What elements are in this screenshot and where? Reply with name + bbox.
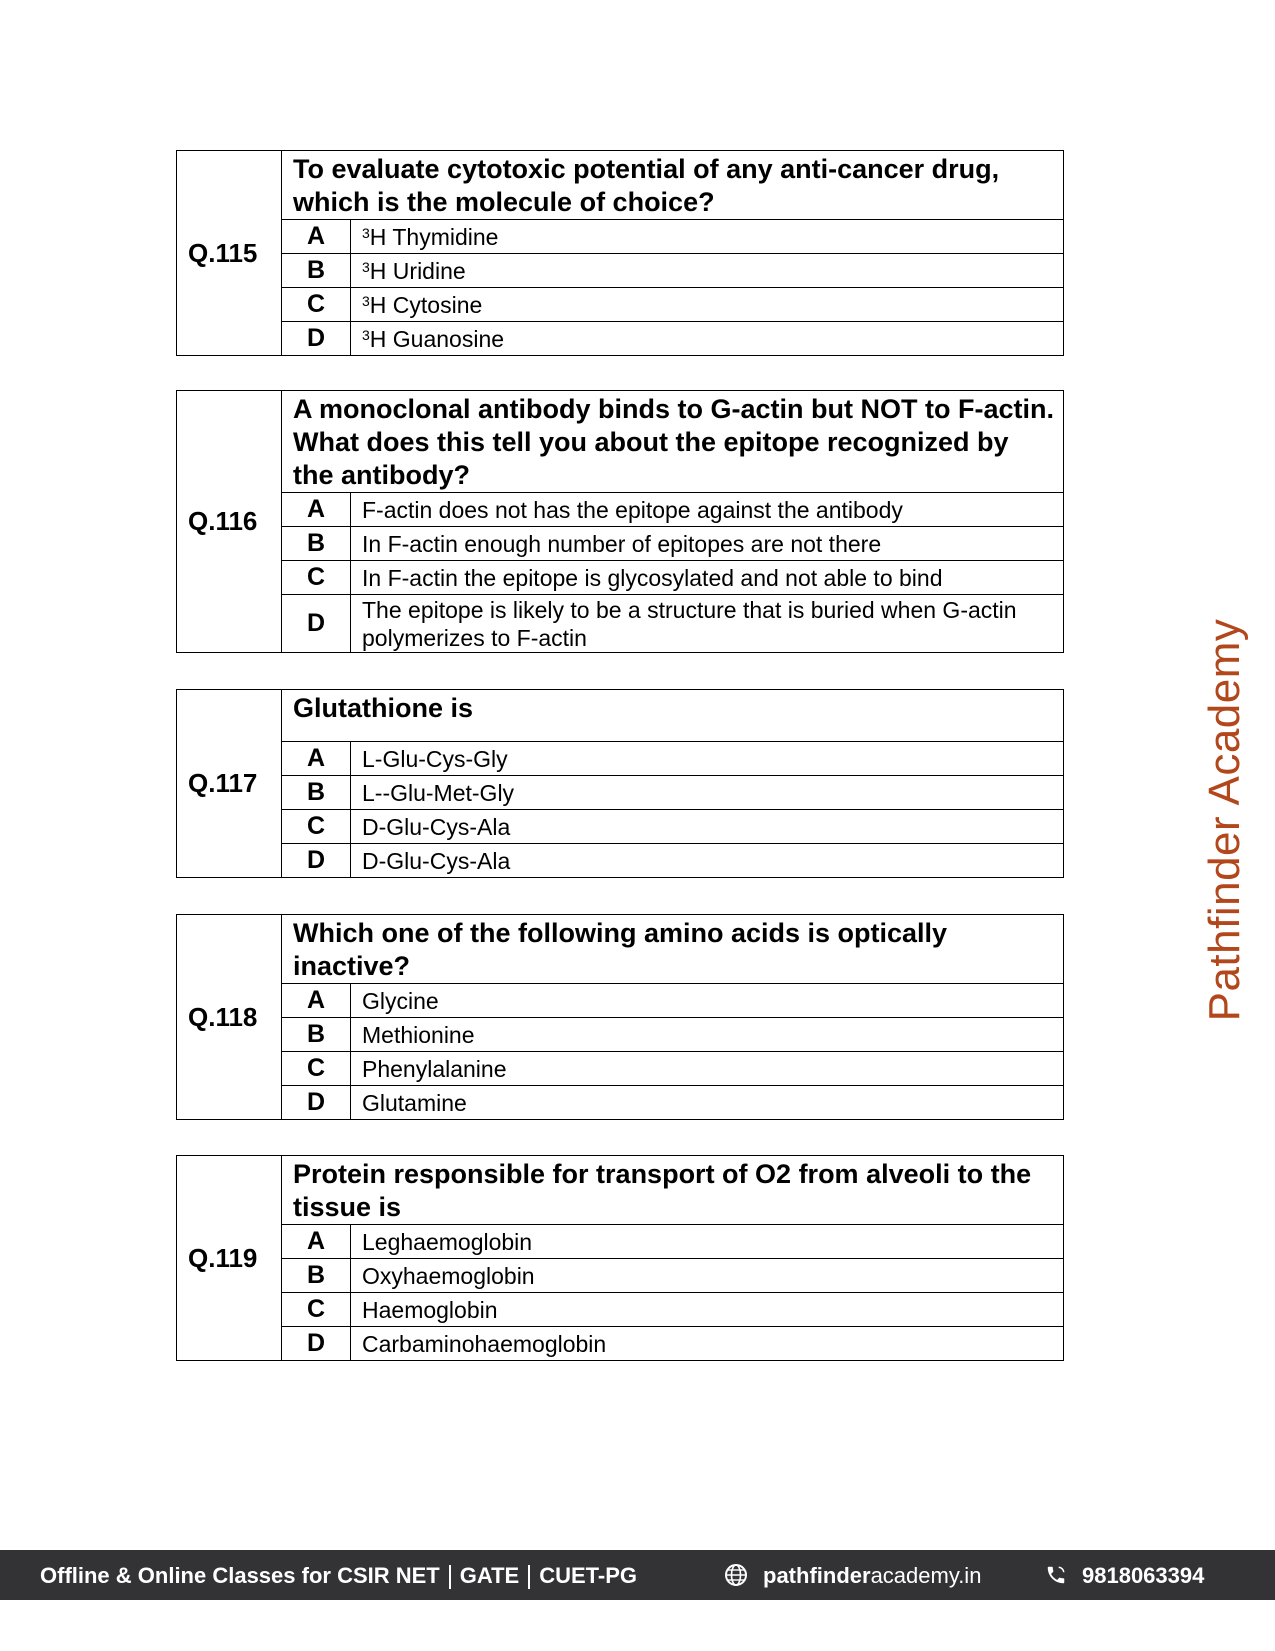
question-text: Glutathione is [282,690,1064,742]
question-number: Q.119 [177,1156,282,1361]
option-letter: A [282,984,351,1018]
footer-cuet: CUET-PG [539,1563,638,1588]
separator [528,1565,530,1589]
option-text: D-Glu-Cys-Ala [351,810,1064,844]
option-letter: C [282,1293,351,1327]
question-number: Q.118 [177,915,282,1120]
separator [449,1565,451,1589]
question-number: Q.116 [177,391,282,653]
option-text: Carbaminohaemoglobin [351,1327,1064,1361]
option-letter: B [282,527,351,561]
option-letter: B [282,1018,351,1052]
option-text: Haemoglobin [351,1293,1064,1327]
question-number: Q.117 [177,690,282,878]
option-text: $^3$H Guanosine [351,322,1064,356]
question-text: To evaluate cytotoxic potential of any anti-cancer drug, which is the molecule of choice? [282,151,1064,220]
footer-phone[interactable]: 9818063394 [1082,1563,1205,1588]
question-block-115 [176,150,1064,356]
option-letter: C [282,1052,351,1086]
footer-website[interactable]: pathfinderacademy.in [763,1563,982,1588]
option-text: D-Glu-Cys-Ala [351,844,1064,878]
watermark: Pathfinder Academy [1200,618,1249,1022]
option-text: Phenylalanine [351,1052,1064,1086]
option-letter: C [282,561,351,595]
option-text: F-actin does not has the epitope against the antibody [351,493,1064,527]
question-text: Protein responsible for transport of O2 from alveoli to the tissue is [282,1156,1064,1225]
footer-bar [0,1550,1275,1600]
phone-icon [1045,1564,1067,1586]
option-text: $^3$H Cytosine [351,288,1064,322]
option-text: Glutamine [351,1086,1064,1120]
option-letter: A [282,742,351,776]
footer-classes: Offline & Online Classes for CSIR NET GATE CUET-PG [40,1563,638,1588]
option-text: $^3$H Thymidine [351,220,1064,254]
question-block-119 [176,1155,1064,1361]
option-text: In F-actin enough number of epitopes are not there [351,527,1064,561]
option-letter: D [282,1086,351,1120]
option-text: Oxyhaemoglobin [351,1259,1064,1293]
option-letter: C [282,810,351,844]
option-letter: D [282,1327,351,1361]
option-text: The epitope is likely to be a structure that is buried when G-actin polymerizes to F-actin [351,595,1064,653]
footer-gate: GATE [459,1563,520,1588]
question-block-117 [176,689,1064,878]
option-text: Methionine [351,1018,1064,1052]
option-letter: C [282,288,351,322]
question-block-118 [176,914,1064,1120]
question-text: A monoclonal antibody binds to G-actin but NOT to F-actin. What does this tell you about the epitope recognized by the antibody? [282,391,1064,493]
option-letter: A [282,220,351,254]
option-letter: B [282,1259,351,1293]
option-letter: D [282,595,351,653]
question-text: Which one of the following amino acids is optically inactive? [282,915,1064,984]
question-number: Q.115 [177,151,282,356]
option-text: L-Glu-Cys-Gly [351,742,1064,776]
option-text: Leghaemoglobin [351,1225,1064,1259]
option-text: In F-actin the epitope is glycosylated and not able to bind [351,561,1064,595]
option-letter: B [282,254,351,288]
question-block-116 [176,390,1064,653]
option-letter: A [282,493,351,527]
option-letter: D [282,844,351,878]
option-text: L--Glu-Met-Gly [351,776,1064,810]
option-text: $^3$H Uridine [351,254,1064,288]
option-letter: B [282,776,351,810]
option-text: Glycine [351,984,1064,1018]
option-letter: D [282,322,351,356]
option-letter: A [282,1225,351,1259]
globe-icon [724,1563,748,1587]
